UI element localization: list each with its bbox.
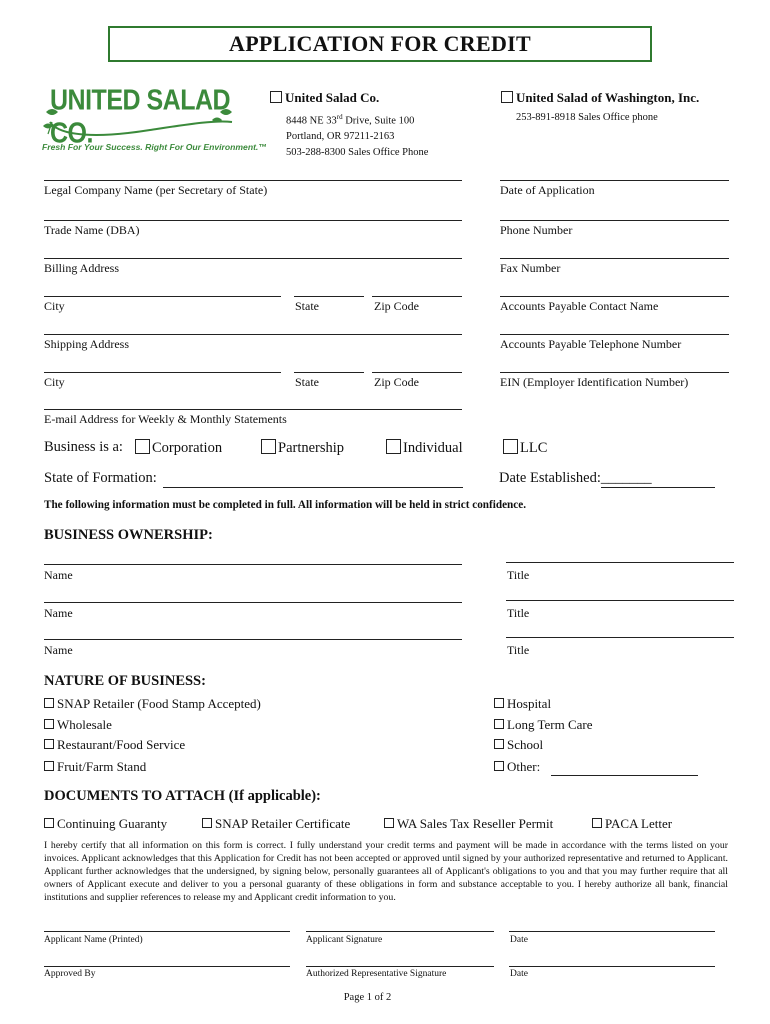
doc-paca-letter[interactable]: [592, 816, 672, 832]
doc-wa-reseller-permit[interactable]: [384, 816, 553, 832]
date-established-label: Date Established:: [499, 470, 601, 486]
option-label: WA Sales Tax Reseller Permit: [397, 816, 554, 831]
option-label: Hospital: [507, 696, 552, 711]
ein-line[interactable]: [500, 372, 729, 373]
city2-label: City: [44, 375, 65, 389]
option-label: Other:: [507, 759, 541, 774]
state2-line[interactable]: [294, 372, 364, 373]
phone-number-line[interactable]: [500, 220, 729, 221]
option-label: LLC: [520, 440, 548, 456]
checkbox[interactable]: [135, 439, 150, 454]
checkbox[interactable]: [44, 698, 54, 708]
nature-school-option[interactable]: [494, 737, 543, 753]
option-label: Fruit/Farm Stand: [57, 759, 147, 774]
authorized-signature-label: Authorized Representative Signature: [306, 969, 447, 979]
business-type-individual[interactable]: [386, 439, 463, 457]
nature-long-term-care-option[interactable]: [494, 717, 593, 733]
checkbox[interactable]: [494, 698, 504, 708]
billing-address-line[interactable]: [44, 258, 462, 259]
zip2-line[interactable]: [372, 372, 462, 373]
logo-wordmark: UNITED SALAD CO.: [50, 84, 231, 150]
zip1-line[interactable]: [372, 296, 462, 297]
phone-number-label: Phone Number: [500, 223, 573, 237]
date-established-value[interactable]: _______: [601, 470, 657, 488]
owner2-title-line[interactable]: [506, 600, 734, 601]
option-label: Partnership: [278, 440, 345, 456]
address-line-2: Portland, OR 97211-2163: [286, 131, 395, 142]
option-label: SNAP Retailer (Food Stamp Accepted): [57, 696, 261, 711]
company-washington-name: United Salad of Washington, Inc.: [516, 90, 700, 105]
applicant-signature-line[interactable]: [306, 931, 494, 932]
state-of-formation-line[interactable]: [163, 487, 463, 488]
date2-line[interactable]: [509, 966, 715, 967]
checkbox[interactable]: [261, 439, 276, 454]
company-oregon-address: [286, 110, 428, 160]
address-superscript: rd: [336, 113, 343, 121]
nature-heading: NATURE OF BUSINESS:: [44, 673, 206, 689]
ein-label: EIN (Employer Identification Number): [500, 375, 689, 389]
address-street: 8448 NE 33: [286, 115, 337, 127]
checkbox[interactable]: [44, 719, 54, 729]
date-of-application-label: Date of Application: [500, 183, 595, 197]
checkbox[interactable]: [494, 761, 504, 771]
checkbox[interactable]: [44, 818, 54, 828]
owner2-title-label: Title: [507, 606, 530, 620]
city1-line[interactable]: [44, 296, 281, 297]
owner3-name-label: Name: [44, 643, 73, 657]
doc-snap-certificate[interactable]: [202, 816, 350, 832]
option-label: Wholesale: [57, 717, 112, 732]
checkbox[interactable]: [270, 91, 282, 103]
checkbox[interactable]: [44, 739, 54, 749]
legal-name-label: Legal Company Name (per Secretary of State): [44, 183, 268, 197]
owner1-name-label: Name: [44, 568, 73, 582]
option-label: PACA Letter: [605, 816, 673, 831]
date1-label: Date: [510, 935, 528, 945]
ap-phone-line[interactable]: [500, 334, 729, 335]
company-oregon-name: United Salad Co.: [285, 90, 380, 105]
fax-number-label: Fax Number: [500, 261, 561, 275]
company-oregon-option[interactable]: [270, 90, 379, 106]
ownership-heading: BUSINESS OWNERSHIP:: [44, 527, 213, 543]
option-label: Continuing Guaranty: [57, 816, 168, 831]
authorized-signature-line[interactable]: [306, 966, 494, 967]
page-number: Page 1 of 2: [343, 992, 392, 1003]
confidentiality-note: The following information must be completed in full. All information will be held in strict confidence.: [44, 499, 526, 511]
ap-contact-label: Accounts Payable Contact Name: [500, 299, 659, 313]
checkbox[interactable]: [494, 739, 504, 749]
form-title-text: APPLICATION FOR CREDIT: [229, 31, 531, 56]
trade-name-line[interactable]: [44, 220, 462, 221]
date1-line[interactable]: [509, 931, 715, 932]
address-line-1: [286, 110, 428, 129]
approved-by-label: Approved By: [44, 969, 96, 979]
date-established-field[interactable]: [499, 470, 715, 488]
logo-tagline: Fresh For Your Success. Right For Our Environment.™: [42, 142, 267, 152]
business-type-label: Business is a:: [44, 439, 123, 455]
legal-name-line[interactable]: [44, 180, 462, 181]
nature-other-line[interactable]: [551, 775, 698, 776]
checkbox[interactable]: [202, 818, 212, 828]
checkbox[interactable]: [494, 719, 504, 729]
state1-line[interactable]: [294, 296, 364, 297]
company-washington-option[interactable]: [501, 90, 699, 106]
doc-continuing-guaranty[interactable]: [44, 816, 167, 832]
company-washington-phone: 253-891-8918 Sales Office phone: [516, 112, 658, 123]
nature-wholesale-option[interactable]: [44, 717, 112, 733]
address-street-rest: Drive, Suite 100: [342, 115, 415, 127]
fax-number-line[interactable]: [500, 258, 729, 259]
applicant-name-label: Applicant Name (Printed): [44, 935, 143, 945]
approved-by-line[interactable]: [44, 966, 290, 967]
date-established-line[interactable]: [657, 470, 715, 488]
checkbox[interactable]: [501, 91, 513, 103]
owner1-name-line[interactable]: [44, 564, 462, 565]
checkbox[interactable]: [384, 818, 394, 828]
ap-contact-line[interactable]: [500, 296, 729, 297]
nature-restaurant-option[interactable]: [44, 737, 185, 753]
zip2-label: Zip Code: [374, 375, 419, 389]
city1-label: City: [44, 299, 65, 313]
certification-paragraph: I hereby certify that all information on this form is correct. I fully understand your credit terms and payment will be made in accordance with the terms listed on your invoices. Applicant acknowledges that this Application for Credit has not been accepted or approved until signed by your authorized representative and returned to Applicant. Applicant further acknowledges that the undersigned, by signing below, personally guarantees all of Applicant's obligations to you and that you may further require that all owners of Applicant execute and deliver to you a personal guaranty of these obligations in form and substance acceptable to you. I hereby authorize all bank, financial institutions and supplier references to release my and Applicant credit information to you.: [44, 840, 728, 903]
business-type-corporation[interactable]: [135, 439, 222, 457]
shipping-address-line[interactable]: [44, 334, 462, 335]
owner1-title-line[interactable]: [506, 562, 734, 563]
checkbox[interactable]: [386, 439, 401, 454]
state1-label: State: [295, 299, 319, 313]
applicant-signature-label: Applicant Signature: [306, 935, 383, 945]
company-oregon-phone: 503-288-8300 Sales Office Phone: [286, 146, 429, 158]
form-title: [108, 26, 652, 62]
checkbox[interactable]: [503, 439, 518, 454]
owner2-name-label: Name: [44, 606, 73, 620]
nature-snap-option[interactable]: [44, 696, 261, 712]
checkbox[interactable]: [592, 818, 602, 828]
owner2-name-line[interactable]: [44, 602, 462, 603]
option-label: Long Term Care: [507, 717, 593, 732]
business-type-llc[interactable]: [503, 439, 547, 457]
state2-label: State: [295, 375, 319, 389]
option-label: SNAP Retailer Certificate: [215, 816, 351, 831]
company-logo: [40, 82, 267, 154]
shipping-address-label: Shipping Address: [44, 337, 130, 351]
state-of-formation-label: State of Formation:: [44, 470, 157, 486]
owner3-name-line[interactable]: [44, 639, 462, 640]
date-of-application-line[interactable]: [500, 180, 729, 181]
option-label: School: [507, 737, 544, 752]
owner3-title-line[interactable]: [506, 637, 734, 638]
nature-fruit-farm-option[interactable]: [44, 759, 146, 775]
business-type-partnership[interactable]: [261, 439, 344, 457]
date2-label: Date: [510, 969, 528, 979]
documents-heading: DOCUMENTS TO ATTACH (If applicable):: [44, 788, 321, 804]
zip1-label: Zip Code: [374, 299, 419, 313]
nature-other-option[interactable]: [494, 759, 540, 775]
option-label: Individual: [403, 440, 463, 456]
applicant-name-line[interactable]: [44, 931, 290, 932]
trade-name-label: Trade Name (DBA): [44, 223, 140, 237]
nature-hospital-option[interactable]: [494, 696, 551, 712]
owner1-title-label: Title: [507, 568, 530, 582]
owner3-title-label: Title: [507, 643, 530, 657]
email-line[interactable]: [44, 409, 462, 410]
option-label: Restaurant/Food Service: [57, 737, 186, 752]
checkbox[interactable]: [44, 761, 54, 771]
ap-phone-label: Accounts Payable Telephone Number: [500, 337, 682, 351]
city2-line[interactable]: [44, 372, 281, 373]
email-label: E-mail Address for Weekly & Monthly Statements: [44, 412, 287, 426]
option-label: Corporation: [152, 440, 223, 456]
billing-address-label: Billing Address: [44, 261, 120, 275]
